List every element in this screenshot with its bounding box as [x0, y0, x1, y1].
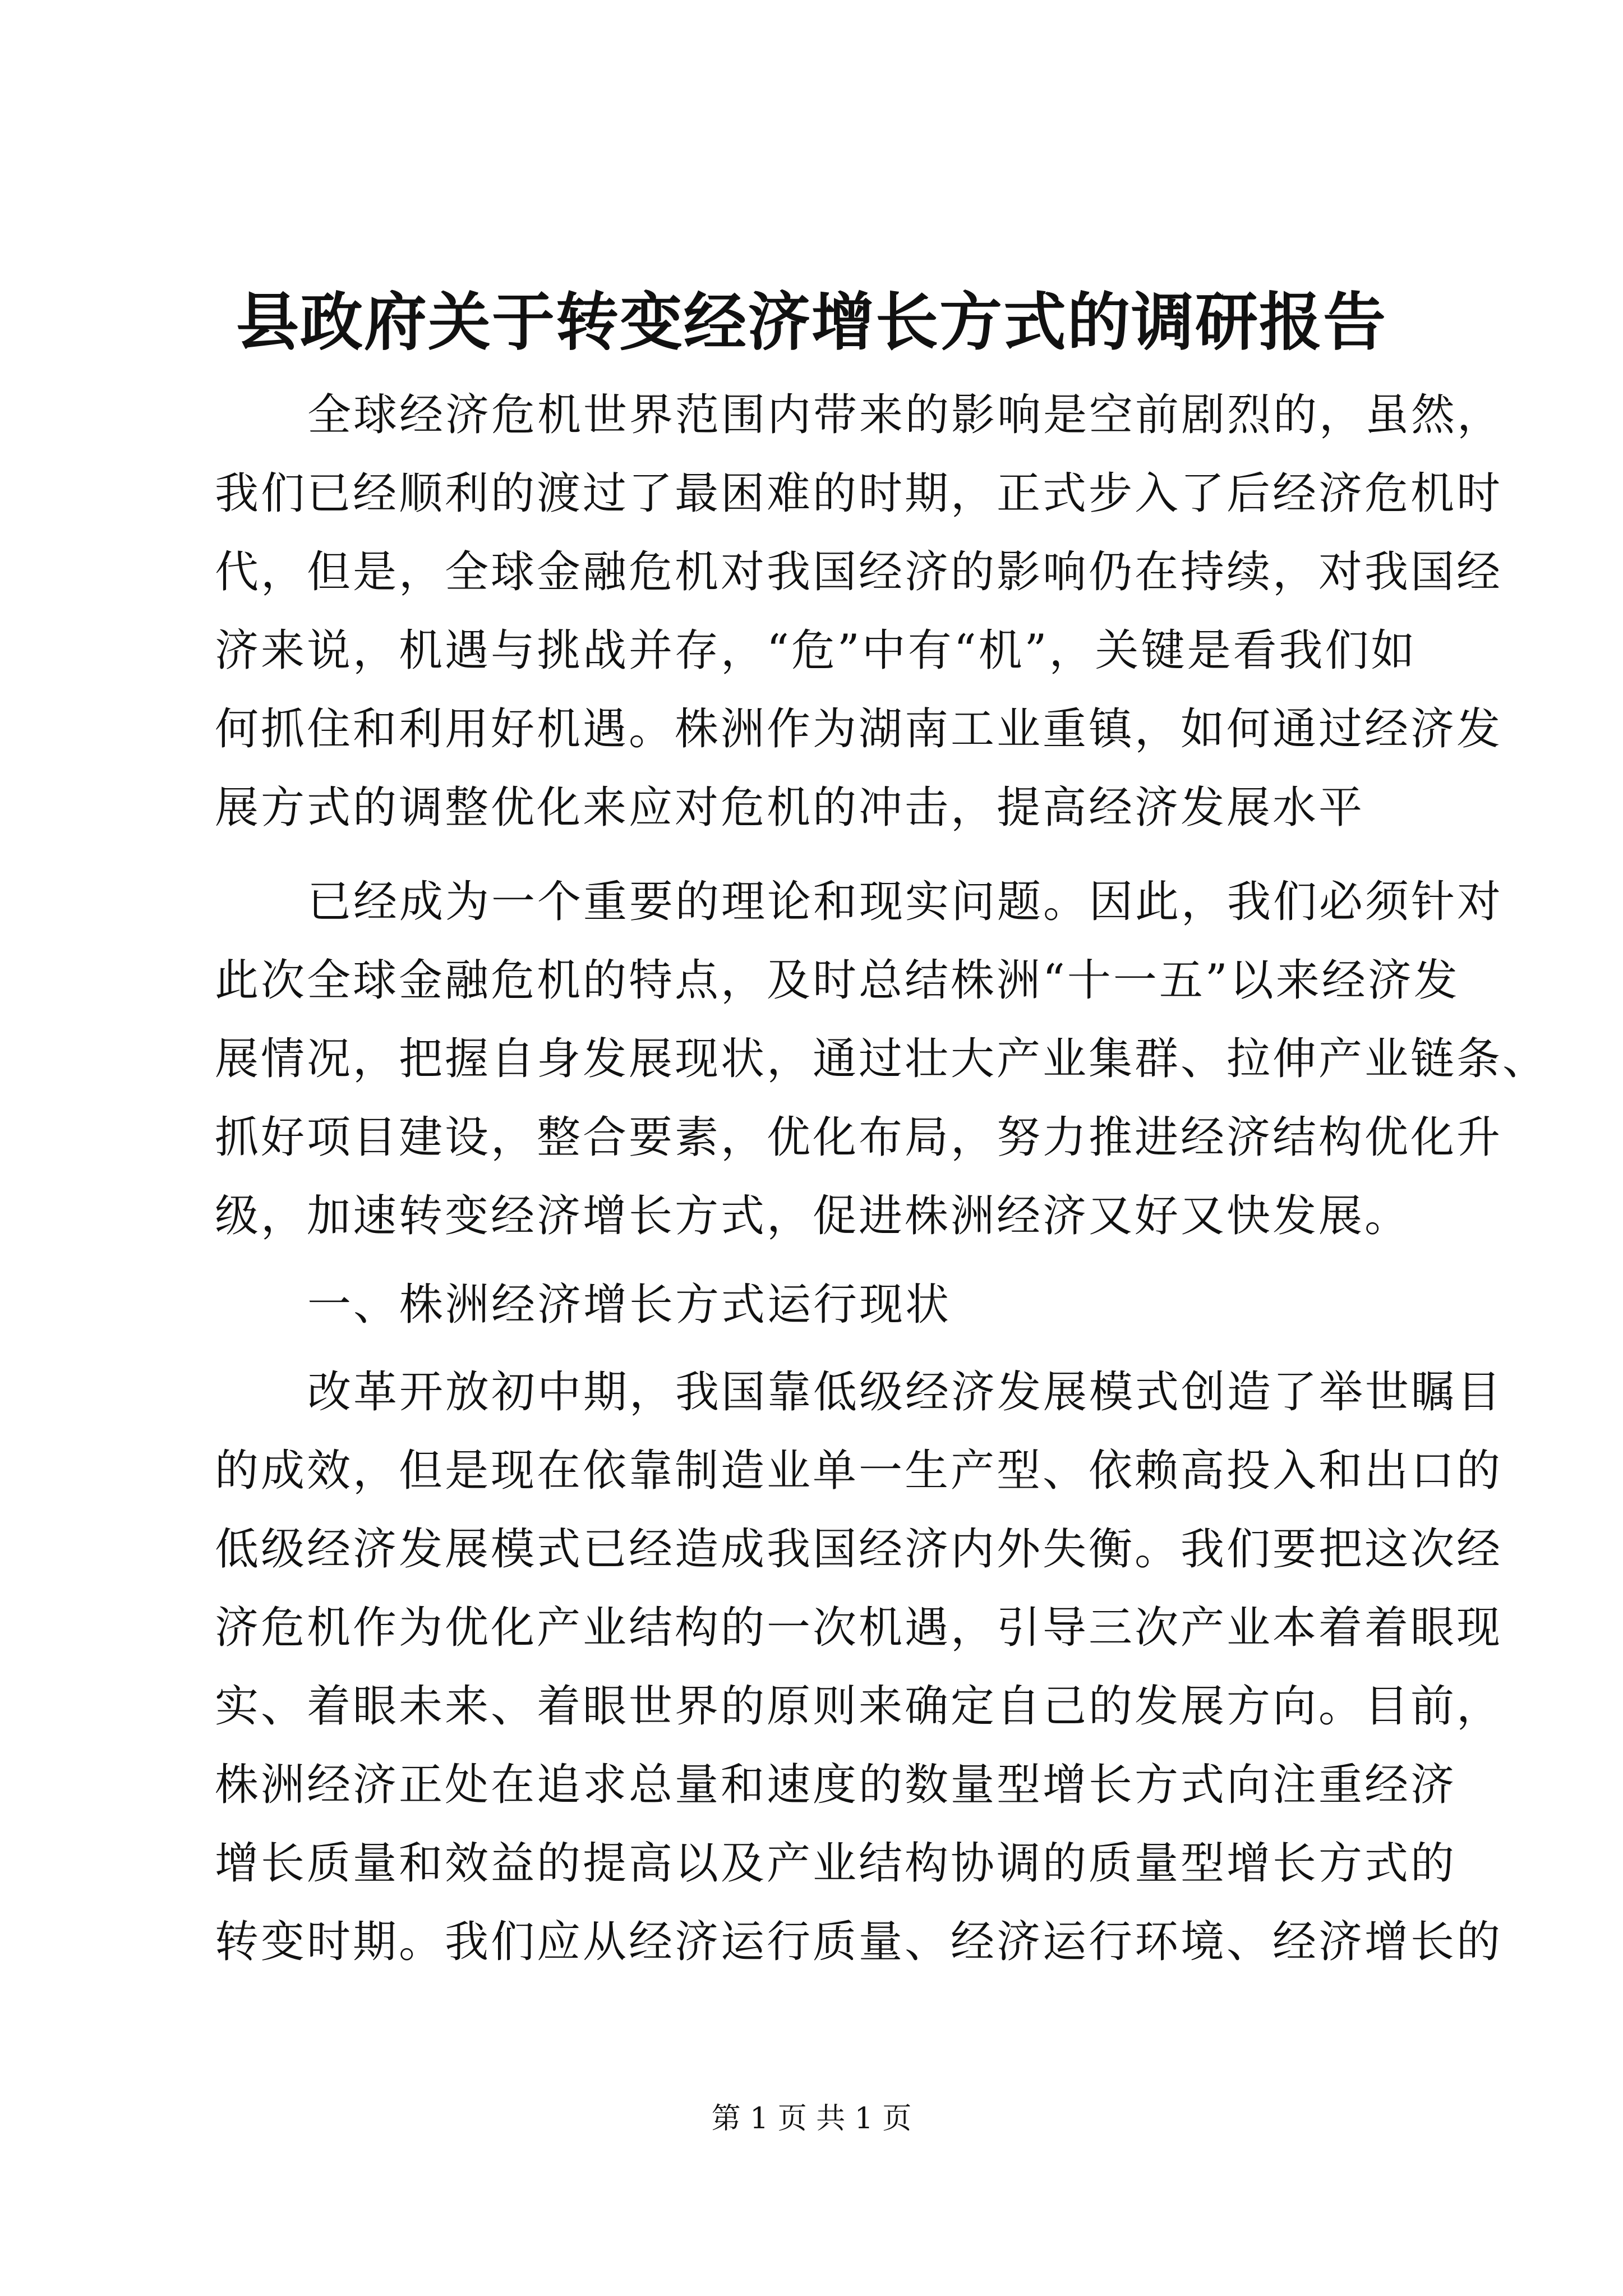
body-line: 低级经济发展模式已经造成我国经济内外失衡。我们要把这次经 [215, 1524, 1503, 1575]
body-line: 代，但是，全球金融危机对我国经济的影响仍在持续，对我国经 [215, 547, 1503, 597]
body-line: 抓好项目建设，整合要素，优化布局，努力推进经济结构优化升 [215, 1112, 1503, 1163]
body-line: 级，加速转变经济增长方式，促进株洲经济又好又快发展。 [215, 1191, 1411, 1241]
body-line: 已经成为一个重要的理论和现实问题。因此，我们必须针对 [307, 877, 1504, 927]
body-line: 增长质量和效益的提高以及产业结构协调的质量型增长方式的 [215, 1838, 1457, 1889]
body-line: 此次全球金融危机的特点，及时总结株洲“十一五”以来经济发 [215, 955, 1460, 1006]
body-line: 实、着眼未来、着眼世界的原则来确定自己的发展方向。目前， [215, 1681, 1503, 1732]
body-line: 转变时期。我们应从经济运行质量、经济运行环境、经济增长的 [215, 1917, 1503, 1967]
body-line: 济来说，机遇与挑战并存，“危”中有“机”，关键是看我们如 [215, 625, 1417, 676]
section-heading: 一、株洲经济增长方式运行现状 [307, 1280, 952, 1330]
body-line: 全球经济危机世界范围内带来的影响是空前剧烈的，虽然， [307, 390, 1504, 440]
document-title: 县政府关于转变经济增长方式的调研报告 [236, 286, 1387, 359]
body-line: 展情况，把握自身发展现状，通过壮大产业集群、拉伸产业链条、 [215, 1034, 1549, 1084]
body-line: 的成效，但是现在依靠制造业单一生产型、依赖高投入和出口的 [215, 1446, 1503, 1496]
body-line: 何抓住和利用好机遇。株洲作为湖南工业重镇，如何通过经济发 [215, 704, 1503, 754]
body-line: 改革开放初中期，我国靠低级经济发展模式创造了举世瞩目 [307, 1367, 1504, 1418]
body-line: 株洲经济正处在追求总量和速度的数量型增长方式向注重经济 [215, 1760, 1457, 1810]
body-line: 展方式的调整优化来应对危机的冲击，提高经济发展水平 [215, 783, 1365, 833]
body-line: 济危机作为优化产业结构的一次机遇，引导三次产业本着着眼现 [215, 1603, 1503, 1653]
body-line: 我们已经顺利的渡过了最困难的时期，正式步入了后经济危机时 [215, 468, 1503, 519]
page-footer: 第 1 页 共 1 页 [711, 2102, 912, 2136]
